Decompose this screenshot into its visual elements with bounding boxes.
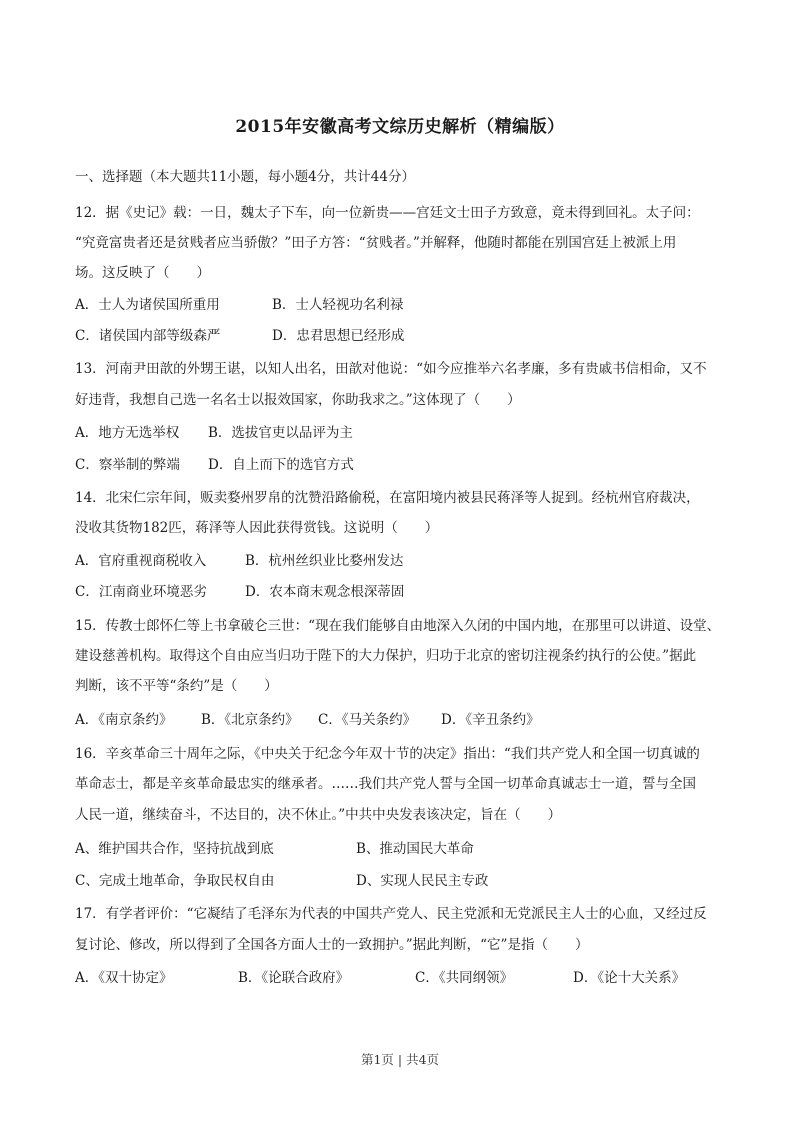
question-15-line-2: 建设慈善机构。取得这个自由应当归功于陛下的大力保护，归功于北京的密切注视条约执行的公使。”据此: [75, 648, 697, 664]
question-12-option-d: D．忠君思想已经形成: [272, 328, 405, 344]
question-14-option-c: C．江南商业环境恶劣: [75, 584, 207, 600]
question-14-option-a: A．官府重视商税收入: [75, 553, 207, 569]
question-14-options-row-2: [75, 583, 735, 601]
question-12-options-row-2: [75, 327, 735, 345]
question-15-option-a: A．《南京条约》: [75, 712, 173, 728]
question-17-line-1: 17．有学者评价：“它凝结了毛泽东为代表的中国共产党人、民主党派和无党派民主人士的心血，又经过反: [75, 906, 707, 922]
question-17-option-b: B．《论联合政府》: [238, 970, 350, 986]
question-13-option-c: C．察举制的弊端: [75, 457, 180, 473]
question-15-option-d: D．《辛丑条约》: [441, 712, 540, 728]
question-12-option-b: B．士人轻视功名利禄: [272, 297, 404, 313]
question-12-option-c: C．诸侯国内部等级森严: [75, 328, 221, 344]
question-16-option-d: D、实现人民民主专政: [356, 873, 489, 889]
question-14-option-b: B．杭州丝织业比婺州发达: [245, 553, 404, 569]
question-13-options-row-2: [75, 456, 735, 474]
question-12-options-row-1: [75, 296, 735, 314]
page-title: 2015年安徽高考文综历史解析（精编版）: [235, 117, 565, 137]
question-12-line-2: “究竟富贵者还是贫贱者应当骄傲？”田子方答：“贫贱者。”并解释，他随时都能在别国宫廷上被派上用: [75, 235, 677, 251]
question-12-line-3: 场。这反映了（ ）: [75, 265, 210, 281]
question-15-option-c: C．《马关条约》: [318, 712, 417, 728]
question-14-option-d: D．农本商末观念根深蒂固: [245, 584, 405, 600]
question-16-option-c: C、完成土地革命，争取民权自由: [75, 873, 275, 889]
question-15-option-b: B．《北京条约》: [201, 712, 299, 728]
question-15-options-row: [75, 711, 735, 729]
question-17-line-2: 复讨论、修改，所以得到了全国各方面人士的一致拥护。”据此判断，“它”是指（ ）: [75, 937, 589, 953]
page-footer: 第1页 | 共4页: [360, 1052, 440, 1067]
question-13-line-2: 好违背，我想自己选一名名士以报效国家，你助我求之。”这体现了（ ）: [75, 392, 521, 408]
question-12-option-a: A．士人为诸侯国所重用: [75, 297, 220, 313]
question-16-line-3: 人民一道，继续奋斗，不达目的，决不休止。”中共中央发表该决定，旨在（ ）: [75, 807, 562, 823]
question-16-line-2: 革命志士，都是辛亥革命最忠实的继承者。……我们共产党人誓与全国一切革命真诚志士一道，誓与全国: [75, 776, 696, 792]
question-17-option-a: A．《双十协定》: [75, 970, 173, 986]
question-14-line-2: 没收其货物182匹，蒋泽等人因此获得赏钱。这说明（ ）: [75, 520, 439, 536]
question-15-line-3: 判断，该不平等“条约”是（ ）: [75, 678, 278, 694]
question-15-line-1: 15．传教士郎怀仁等上书拿破仑三世：“现在我们能够自由地深入久闭的中国内地，在那里可以讲道、设堂、: [75, 618, 721, 634]
question-13-options-row-1: [75, 424, 735, 442]
question-16-option-a: A、维护国共合作，坚持抗战到底: [75, 841, 274, 857]
question-14-options-row-1: [75, 552, 735, 570]
question-12-line-1: 12．据《史记》载：一日，魏太子下车，向一位新贵——宫廷文士田子方致意，竟未得到回礼。太子问：: [75, 205, 700, 221]
question-13-option-d: D．自上而下的选官方式: [208, 457, 354, 473]
section-header: 一、选择题（本大题共11小题，每小题4分，共计44分）: [75, 169, 415, 185]
question-14-line-1: 14．北宋仁宗年间，贩卖婺州罗帛的沈赞沿路偷税，在富阳境内被县民蒋泽等人捉到。经杭州官府裁决，: [75, 490, 700, 506]
question-16-line-1: 16．辛亥革命三十周年之际，《中央关于纪念今年双十节的决定》指出：“我们共产党人和全国一切真诚的: [75, 746, 700, 762]
question-17-options-row: [75, 969, 735, 987]
question-16-option-b: B、推动国民大革命: [356, 841, 474, 857]
question-13-option-a: A．地方无选举权: [75, 425, 180, 441]
question-17-option-d: D．《论十大关系》: [573, 970, 686, 986]
question-13-line-1: 13．河南尹田歆的外甥王谌，以知人出名，田歆对他说：“如今应推举六名孝廉，多有贵戚书信相命，又不: [75, 361, 707, 377]
question-16-options-row-1: [75, 840, 735, 858]
question-17-option-c: C．《共同纲领》: [415, 970, 514, 986]
question-16-options-row-2: [75, 872, 735, 890]
question-13-option-b: B．选拔官吏以品评为主: [208, 425, 353, 441]
